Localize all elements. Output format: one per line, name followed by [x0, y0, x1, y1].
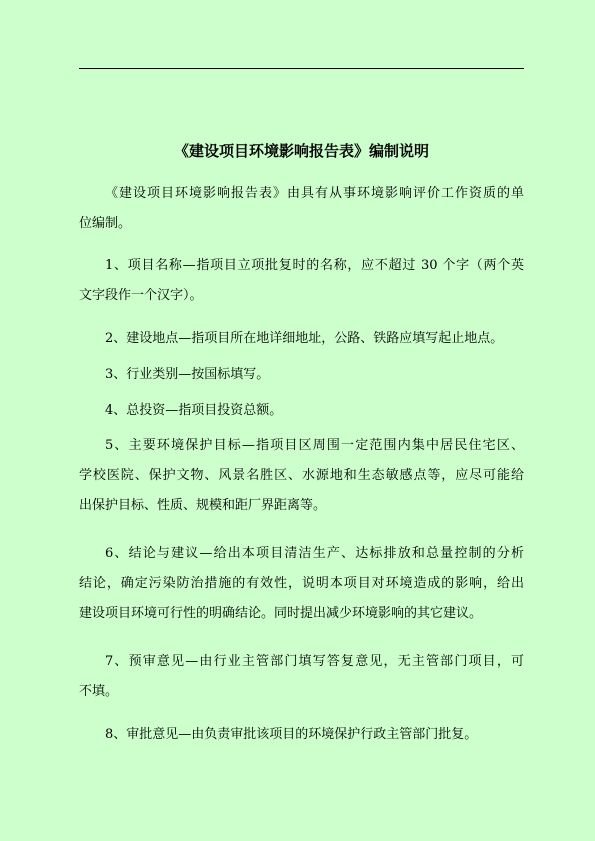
paragraph-line: 结论，确定污染防治措施的有效性，说明本项目对环境造成的影响，给出 [79, 576, 524, 591]
paragraph-line: 不填。 [79, 684, 119, 699]
paragraph-line: 学校医院、保护文物、风景名胜区、水源地和生态敏感点等，应尽可能给 [79, 468, 524, 483]
paragraph-line: 出保护目标、性质、规模和距厂界距离等。 [79, 498, 327, 513]
paragraph-item-2 [79, 324, 524, 354]
paragraph-line: 7、预审意见—由行业主管部门填写答复意见，无主管部门项目，可 [105, 654, 524, 669]
paragraph-item-1 [79, 251, 524, 311]
paragraph-line: 5、主要环境保护目标—指项目区周围一定范围内集中居民住宅区、 [105, 438, 524, 453]
paragraph-item-7 [79, 647, 524, 707]
document-title: 《建设项目环境影响报告表》编制说明 [173, 142, 429, 160]
paragraph-item-8 [79, 720, 524, 750]
paragraph-line: 2、建设地点—指项目所在地详细地址，公路、铁路应填写起止地点。 [105, 331, 504, 346]
paragraph-item-5 [79, 431, 524, 521]
paragraph-line: 3、行业类别—按国标填写。 [105, 367, 270, 382]
paragraph-line: 1、项目名称—指项目立项批复时的名称，应不超过 30 个字（两个英 [105, 258, 524, 273]
paragraph-line: 《建设项目环境影响报告表》由具有从事环境影响评价工作资质的单 [105, 186, 524, 201]
paragraph-intro [79, 179, 524, 239]
paragraph-line: 8、审批意见—由负责审批该项目的环境保护行政主管部门批复。 [105, 727, 478, 742]
paragraph-line: 建设项目环境可行性的明确结论。同时提出减少环境影响的其它建议。 [79, 606, 483, 621]
paragraph-line: 位编制。 [79, 216, 132, 231]
header-rule [79, 68, 524, 69]
paragraph-line: 4、总投资—指项目投资总额。 [105, 403, 283, 418]
paragraph-item-3 [79, 360, 524, 390]
paragraph-item-6 [79, 539, 524, 629]
paragraph-line: 文字段作一个汉字）。 [79, 288, 203, 303]
paragraph-line: 6、结论与建议—给出本项目清洁生产、达标排放和总量控制的分析 [105, 546, 524, 561]
paragraph-item-4 [79, 396, 524, 426]
